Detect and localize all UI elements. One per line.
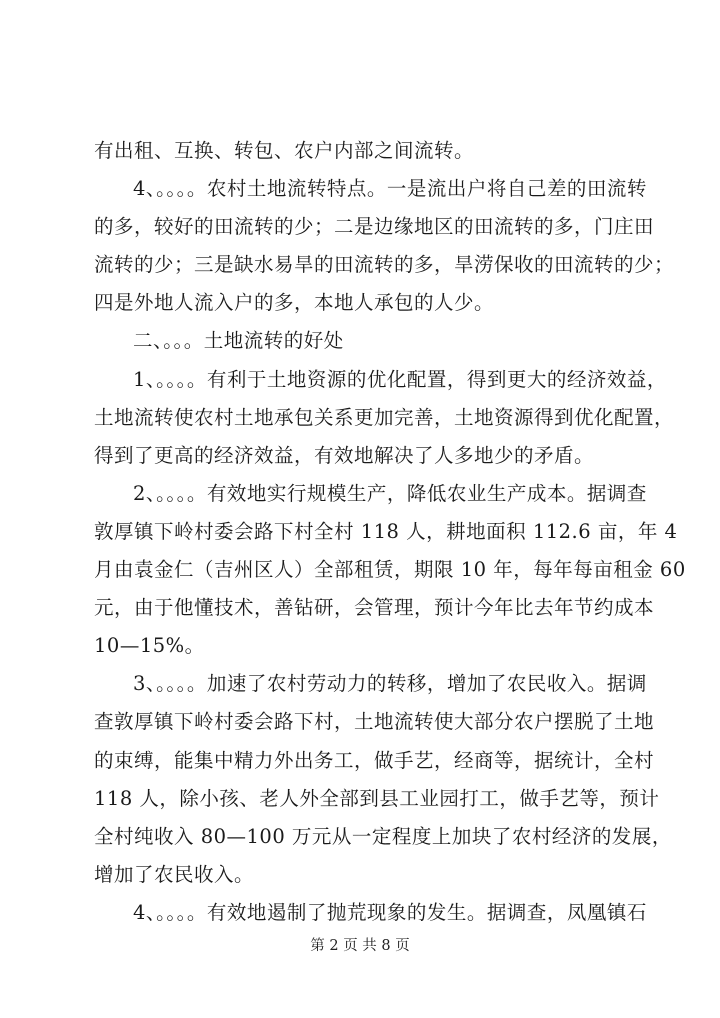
text-line: 3、。。。。加速了农村劳动力的转移，增加了农民收入。据调 bbox=[133, 672, 647, 696]
text-line: 2、。。。。有效地实行规模生产，降低农业生产成本。据调查 bbox=[133, 481, 647, 505]
text-line: 有出租、互换、转包、农户内部之间流转。 bbox=[94, 139, 475, 162]
text-line: 4、。。。。有效地遏制了抛荒现象的发生。据调查，凤凰镇石 bbox=[133, 900, 647, 924]
body-text bbox=[94, 132, 686, 932]
text-line: 流转的少；三是缺水易旱的田流转的多，旱涝保收的田流转的少； bbox=[94, 253, 675, 277]
text-line: 全村纯收入 80—100 万元从一定程度上加块了农村经济的发展， bbox=[94, 824, 672, 848]
text-line: 月由袁金仁（吉州区人）全部租赁，期限 10 年，每年每亩租金 60 bbox=[94, 558, 686, 582]
text-line: 元，由于他懂技术，善钻研，会管理，预计今年比去年节约成本 bbox=[94, 596, 655, 620]
text-line: 敦厚镇下岭村委会路下村全村 118 人，耕地面积 112.6 亩，年 4 bbox=[94, 519, 678, 543]
page-footer: 第 2 页 共 8 页 bbox=[310, 938, 410, 954]
text-line: 1、。。。。有利于土地资源的优化配置，得到更大的经济效益， bbox=[133, 367, 667, 391]
text-line: 4、。。。。农村土地流转特点。一是流出户将自己差的田流转 bbox=[133, 177, 647, 201]
text-line: 二、。。。土地流转的好处 bbox=[133, 329, 344, 353]
text-line: 118 人，除小孩、老人外全部到县工业园打工，做手艺等，预计 bbox=[94, 786, 660, 810]
text-line: 得到了更高的经济效益，有效地解决了人多地少的矛盾。 bbox=[94, 443, 595, 467]
text-line: 四是外地人流入户的多，本地人承包的人少。 bbox=[94, 291, 495, 315]
text-line: 10—15%。 bbox=[94, 634, 205, 658]
text-line: 查敦厚镇下岭村委会路下村，土地流转使大部分农户摆脱了土地 bbox=[94, 710, 655, 734]
text-line: 增加了农民收入。 bbox=[94, 862, 255, 886]
text-line: 土地流转使农村土地承包关系更加完善，土地资源得到优化配置， bbox=[94, 405, 675, 429]
text-line: 的束缚，能集中精力外出务工，做手艺，经商等，据统计，全村 bbox=[94, 748, 655, 772]
text-line: 的多，较好的田流转的少；二是边缘地区的田流转的多，门庄田 bbox=[94, 215, 655, 239]
